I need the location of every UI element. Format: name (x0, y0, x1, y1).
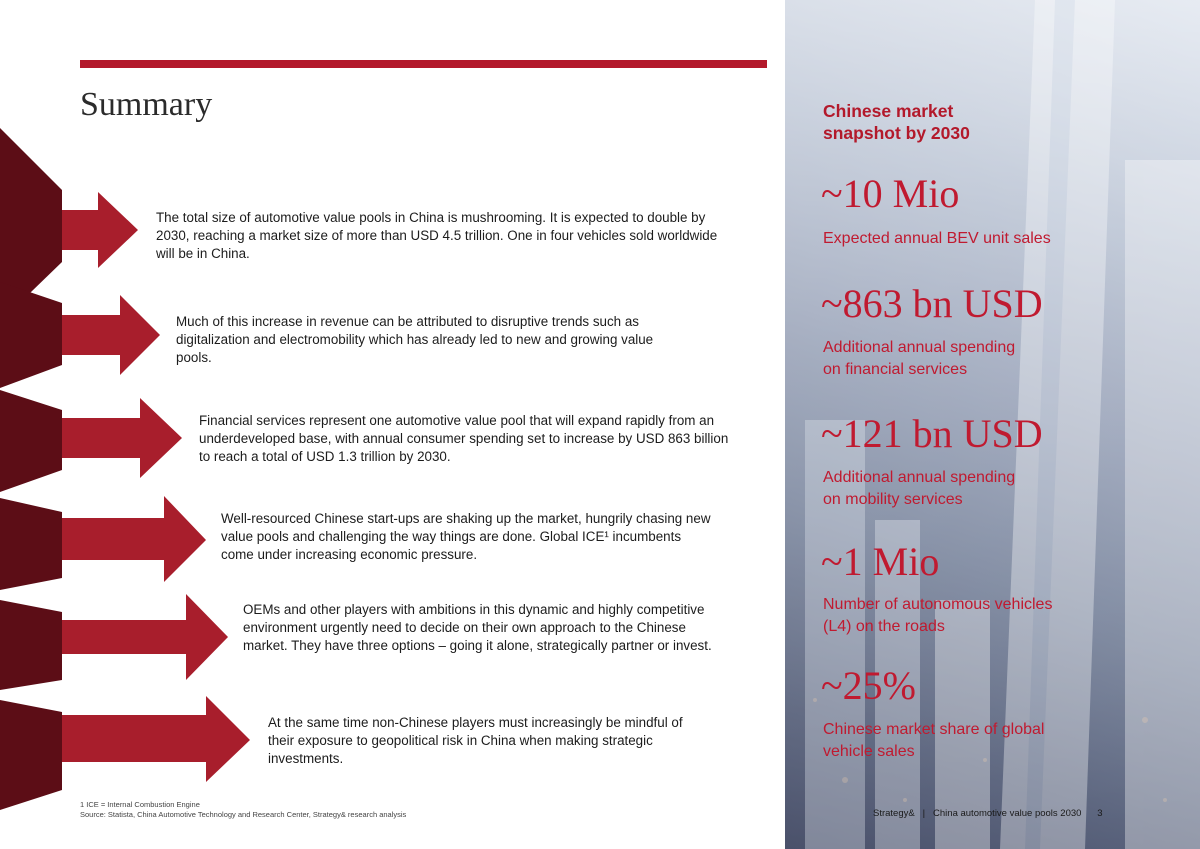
stat-label-autonomous: Number of autonomous vehicles (L4) on the roads (823, 596, 1053, 635)
arrow-5 (62, 594, 228, 680)
summary-item-5: OEMs and other players with ambitions in this dynamic and highly competitive environment urgently need to decide on their own approach to the Chinese market. They have three options – going it alone, strategically partner or invest. (243, 602, 712, 653)
summary-item-1: The total size of automotive value pools in China is mushrooming. It is expected to double by 2030, reaching a market size of more than USD 4.5 trillion. One in four vehicles sold worldwide will be in China. (156, 210, 718, 261)
arrow-1 (62, 192, 138, 268)
summary-item-6: At the same time non-Chinese players must increasingly be mindful of their exposure to geopolitical risk in China when making strategic investments. (268, 715, 683, 766)
dark-chevron-4 (0, 498, 62, 590)
page-footer (873, 808, 1103, 819)
dark-chevron-2 (0, 282, 62, 388)
arrow-2 (62, 295, 160, 375)
snapshot-title-line1: Chinese market (823, 101, 954, 121)
footer-page-number: 3 (1097, 808, 1103, 819)
summary-item-3: Financial services represent one automotive value pool that will expand rapidly from an underdeveloped base, with annual consumer spending set to increase by USD 863 billion to reach a total of USD 1.3 trillion by 2030. (199, 413, 729, 464)
snapshot-title (823, 100, 970, 144)
snapshot-panel (785, 0, 1200, 849)
stat-value-autonomous: ~1 Mio (821, 539, 940, 584)
dark-chevron-3 (0, 390, 62, 492)
stat-label-bev: Expected annual BEV unit sales (823, 230, 1051, 247)
summary-item-4: Well-resourced Chinese start-ups are shaking up the market, hungrily chasing new value pools and challenging the way things are done. Global ICE¹ incumbents come under increasing economic pressure. (221, 511, 711, 562)
stat-label-market-share: Chinese market share of global vehicle sales (823, 721, 1045, 760)
footnote-source: Source: Statista, China Automotive Technology and Research Center, Strategy& research analysis (80, 810, 407, 819)
footer-brand: Strategy& (873, 808, 915, 819)
footer-doc-title: China automotive value pools 2030 (933, 808, 1082, 819)
page-title: Summary (80, 86, 213, 123)
summary-item-2: Much of this increase in revenue can be attributed to disruptive trends such as digitalization and electromobility which has already led to new and growing value pools. (176, 314, 654, 365)
arrow-3 (62, 398, 182, 478)
arrow-6 (62, 696, 250, 782)
stat-label-financial: Additional annual spending on financial services (823, 339, 1016, 378)
dark-chevron-5 (0, 600, 62, 690)
stat-value-bev: ~10 Mio (821, 171, 960, 216)
footnote-ice: 1 ICE = Internal Combustion Engine (80, 800, 200, 809)
arrow-4 (62, 496, 206, 582)
dark-chevron-6 (0, 700, 62, 810)
stat-value-market-share: ~25% (821, 663, 916, 708)
stat-value-mobility: ~121 bn USD (821, 411, 1043, 456)
snapshot-title-line2: snapshot by 2030 (823, 123, 970, 143)
footer-separator: | (922, 808, 926, 819)
stat-label-mobility: Additional annual spending on mobility services (823, 469, 1016, 508)
stat-value-financial: ~863 bn USD (821, 281, 1043, 326)
